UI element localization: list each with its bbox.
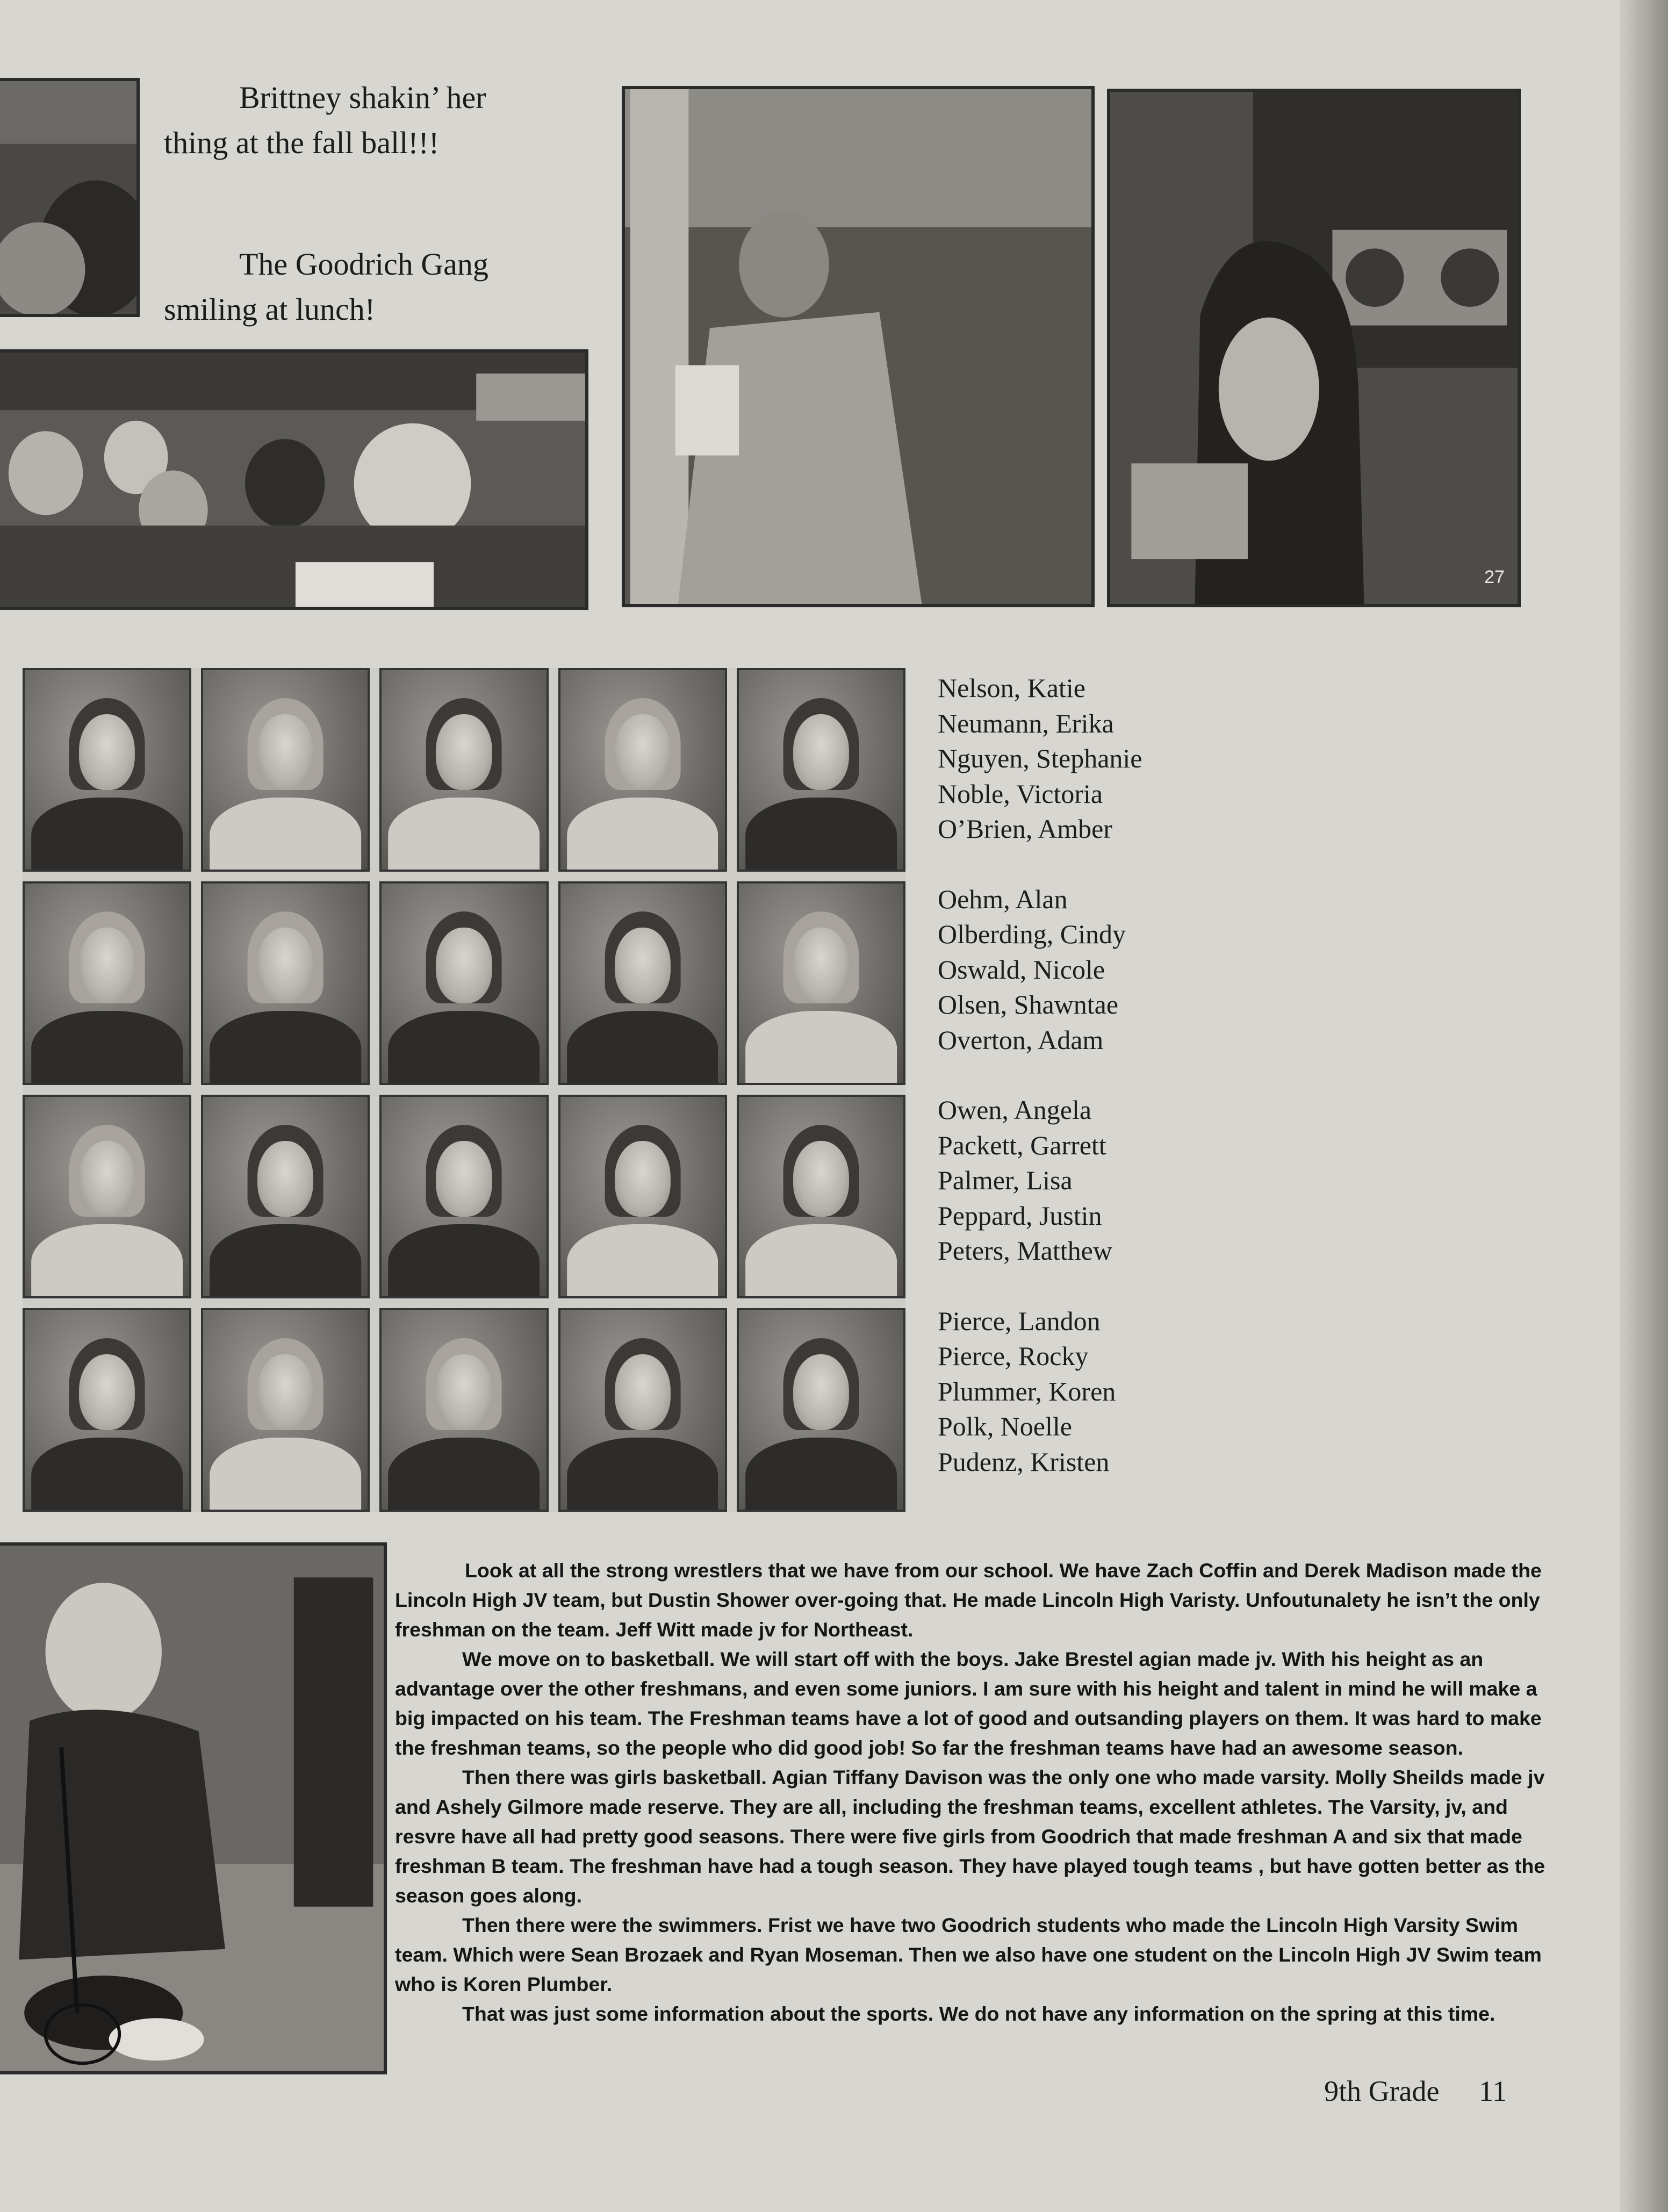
name-group [938, 1093, 1142, 1269]
page-number: 11 [1479, 2075, 1507, 2107]
student-name: Nelson, Katie [938, 673, 1085, 703]
outdoor-student-photo [622, 86, 1095, 607]
portrait-palmer-lisa [379, 1095, 548, 1298]
portrait-peters-matthew [737, 1095, 905, 1298]
student-name: Oehm, Alan [938, 884, 1068, 914]
student-name: Olsen, Shawntae [938, 989, 1119, 1019]
portrait-pierce-landon [23, 1308, 191, 1512]
portrait-nelson-katie [23, 668, 191, 872]
student-name: Peppard, Justin [938, 1200, 1102, 1231]
portrait-noble-victoria [558, 668, 727, 872]
student-name: Olberding, Cindy [938, 919, 1126, 949]
portrait-polk-noelle [558, 1308, 727, 1512]
lunch-group-photo [0, 349, 588, 610]
portrait-olsen-shawntae [558, 881, 727, 1085]
article-paragraph: Then there were the swimmers. Frist we have two Goodrich students who made the Lincoln High Varsity Swim team. Which were Sean Brozaek and Ryan Moseman. Then we also have one student on the Lincoln High JV Swim team who is Koren Plumber. [395, 1914, 1542, 1995]
portrait-peppard-justin [558, 1095, 727, 1298]
portrait-nguyen-stephanie [379, 668, 548, 872]
stereo-girl-photo [1107, 89, 1521, 607]
student-name: Plummer, Koren [938, 1376, 1116, 1406]
goodrich-caption: The Goodrich Gang smiling at lunch! [164, 247, 488, 327]
photo-number-label: 27 [1484, 567, 1505, 587]
brittney-caption: Brittney shakin’ her thing at the fall ball!!! [164, 80, 486, 160]
student-name: Neumann, Erika [938, 708, 1114, 738]
student-name: Noble, Victoria [938, 778, 1103, 809]
student-name: Owen, Angela [938, 1095, 1092, 1125]
fall-ball-photo [0, 78, 140, 317]
student-name: Pierce, Rocky [938, 1341, 1089, 1371]
student-name: Oswald, Nicole [938, 954, 1105, 985]
article-paragraph: Then there was girls basketball. Agian Tiffany Davison was the only one who made varsity. Molly Sheilds made jv and Ashely Gilmore made reserve. They are all, including the freshman teams, excellent athletes. The Varsity, jv, and resvre have all had pretty good seasons. There were five girls from Goodrich that made freshman A and six that made freshman B team. The freshman have had a tough season. They have played tough teams , but have gotten better as the season goes along. [395, 1766, 1545, 1907]
portrait-pierce-rocky [201, 1308, 370, 1512]
portrait-oswald-nicole [379, 881, 548, 1085]
portrait-owen-angela [23, 1095, 191, 1298]
student-name: Polk, Noelle [938, 1411, 1072, 1441]
portrait-olberding-cindy [201, 881, 370, 1085]
student-name: Overton, Adam [938, 1024, 1104, 1055]
badminton-photo [0, 1542, 387, 2074]
portrait-packett-garrett [201, 1095, 370, 1298]
name-group [938, 882, 1142, 1058]
sports-article [395, 1556, 1556, 2029]
student-name: Palmer, Lisa [938, 1165, 1073, 1195]
portrait-grid [23, 668, 905, 1512]
article-paragraph: We move on to basketball. We will start off with the boys. Jake Brestel agian made jv. With his height as an advantage over the other freshmans, and even some juniors. I am sure with his height and talent in mind he will make a big impacted on his team. The Freshman teams have a lot of good and outsanding players on them. It was hard to make the freshman teams, so the people who did good job! So far the freshman teams have had an awesome season. [395, 1648, 1542, 1759]
section-label: 9th Grade [1324, 2075, 1440, 2107]
student-name: Nguyen, Stephanie [938, 743, 1142, 773]
student-name: Pudenz, Kristen [938, 1446, 1110, 1477]
student-name: Pierce, Landon [938, 1305, 1101, 1336]
name-group [938, 1304, 1142, 1480]
portrait-overton-adam [737, 881, 905, 1085]
portrait-pudenz-kristen [737, 1308, 905, 1512]
student-name: Packett, Garrett [938, 1130, 1106, 1160]
article-paragraph: Look at all the strong wrestlers that we have from our school. We have Zach Coffin and Derek Madison made the Lincoln High JV team, but Dustin Shower over-going that. He made Lincoln High Varisty. Unfoutunalety he isn’t the only freshman on the team. Jeff Witt made jv for Northeast. [395, 1559, 1542, 1641]
portrait-obrien-amber [737, 668, 905, 872]
student-name-list [938, 671, 1142, 1514]
student-name: O’Brien, Amber [938, 814, 1112, 844]
article-paragraph: That was just some information about the sports. We do not have any information on the spring at this time. [462, 2002, 1496, 2025]
page-edge [1620, 0, 1668, 2212]
page-footer [1324, 2074, 1507, 2108]
student-name: Peters, Matthew [938, 1236, 1112, 1266]
portrait-neumann-erika [201, 668, 370, 872]
name-group [938, 671, 1142, 847]
portrait-plummer-koren [379, 1308, 548, 1512]
portrait-oehm-alan [23, 881, 191, 1085]
